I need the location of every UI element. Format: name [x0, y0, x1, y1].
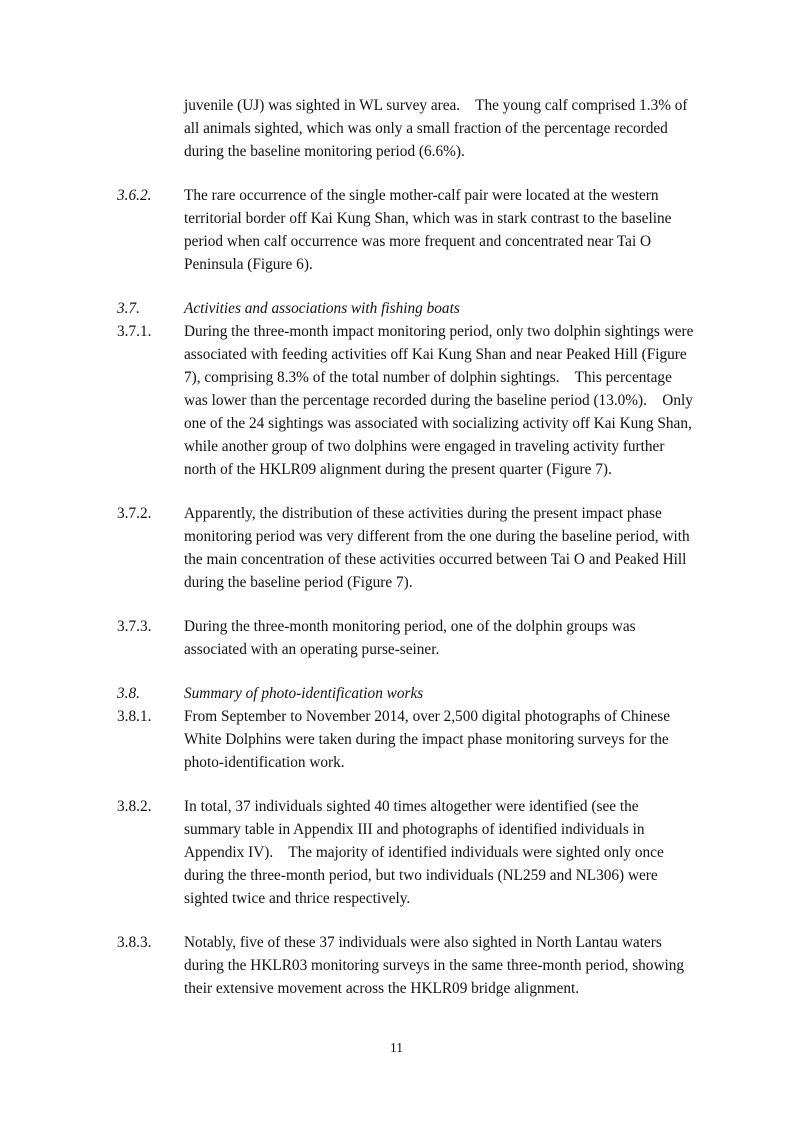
- paragraph-3-6-2: [117, 184, 697, 276]
- paragraph-text: From September to November 2014, over 2,500 digital photographs of Chinese White Dolphins were taken during the impact phase monitoring surveys for the photo-identification work.: [184, 708, 671, 771]
- section-heading-3-8: [117, 682, 697, 705]
- paragraph-number: 3.7.2.: [117, 505, 152, 522]
- section-title: Summary of photo-identification works: [184, 685, 424, 702]
- paragraph-text: The rare occurrence of the single mother-calf pair were located at the western territorial border off Kai Kung Shan, which was in stark contrast to the baseline period when calf occurrence was more frequent and concentrated near Tai O Peninsula (Figure 6).: [184, 187, 672, 273]
- paragraph-number: 3.8.1.: [117, 708, 152, 725]
- section-title: Activities and associations with fishing boats: [184, 300, 460, 317]
- paragraph-3-7-3: [117, 615, 697, 661]
- section-heading-3-7: [117, 297, 697, 320]
- paragraph-number: 3.7.1.: [117, 323, 152, 340]
- section-number: 3.8.: [117, 685, 140, 702]
- page-number: 11: [390, 1040, 403, 1055]
- body-text: [117, 94, 697, 1000]
- paragraph-continuation: [117, 94, 697, 163]
- paragraph-text: Apparently, the distribution of these activities during the present impact phase monitoring period was very different from the one during the baseline period, with the main concentration of these activities occurred between Tai O and Peaked Hill during the baseline period (Figure 7).: [184, 505, 690, 591]
- paragraph-text: During the three-month impact monitoring period, only two dolphin sightings were associated with feeding activities off Kai Kung Shan and near Peaked Hill (Figure 7), comprising 8.3% of the total number of dolphin sightings. This percentage was lower than the percentage recorded during the baseline period (13.0%). Only one of the 24 sightings was associated with socializing activity off Kai Kung Shan, while another group of two dolphins were engaged in traveling activity further north of the HKLR09 alignment during the present quarter (Figure 7).: [184, 323, 698, 478]
- paragraph-text: Notably, five of these 37 individuals were also sighted in North Lantau waters during the HKLR03 monitoring surveys in the same three-month period, showing their extensive movement across the HKLR09 bridge alignment.: [184, 934, 685, 997]
- paragraph-text: In total, 37 individuals sighted 40 times altogether were identified (see the summary table in Appendix III and photographs of identified individuals in Appendix IV). The majority of identified individuals were sighted only once during the three-month period, but two individuals (NL259 and NL306) were sighted twice and thrice respectively.: [184, 798, 668, 907]
- paragraph-number: [117, 94, 184, 163]
- paragraph-3-7-1: [117, 320, 697, 481]
- paragraph-number: 3.8.3.: [117, 934, 152, 951]
- paragraph-3-8-2: [117, 795, 697, 910]
- paragraph-text: During the three-month monitoring period, one of the dolphin groups was associated with an operating purse-seiner.: [184, 618, 636, 658]
- paragraph-3-7-2: [117, 502, 697, 594]
- paragraph-text: juvenile (UJ) was sighted in WL survey area. The young calf comprised 1.3% of all animals sighted, which was only a small fraction of the percentage recorded during the baseline monitoring period (6.6%).: [184, 97, 692, 160]
- paragraph-number: 3.8.2.: [117, 798, 152, 815]
- section-number: 3.7.: [117, 300, 140, 317]
- paragraph-3-8-3: [117, 931, 697, 1000]
- paragraph-number: 3.6.2.: [117, 187, 152, 204]
- paragraph-number: 3.7.3.: [117, 618, 152, 635]
- paragraph-3-8-1: [117, 705, 697, 774]
